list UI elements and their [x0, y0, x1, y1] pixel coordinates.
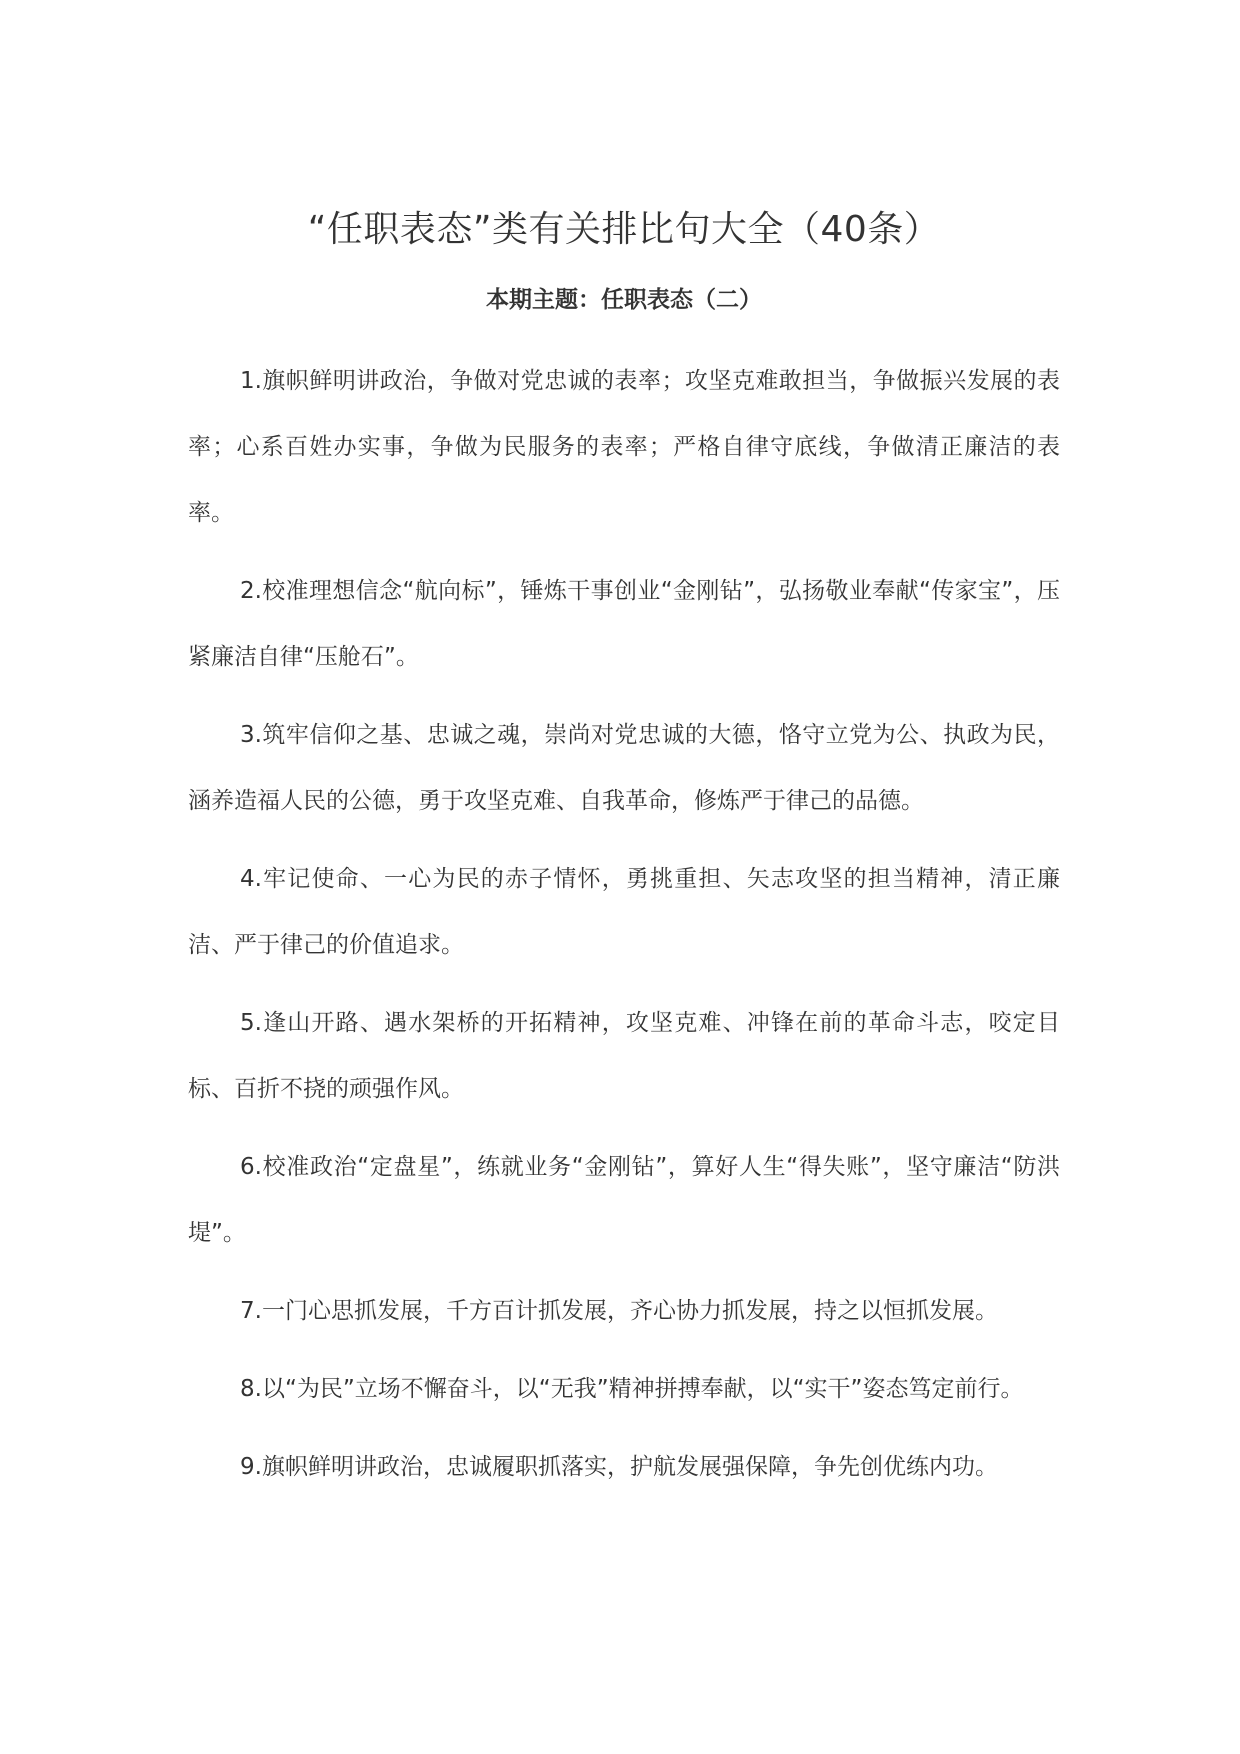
- document-page: [188, 0, 1060, 1512]
- list-item-6: 6.校准政治“定盘星”，练就业务“金刚钻”，算好人生“得失账”，坚守廉洁“防洪堤”。: [188, 1154, 1060, 1246]
- list-item-7: 7.一门心思抓发展，千方百计抓发展，齐心协力抓发展，持之以恒抓发展。: [240, 1298, 998, 1324]
- list-item-1: 1.旗帜鲜明讲政治，争做对党忠诚的表率；攻坚克难敢担当，争做振兴发展的表率；心系百姓办实事，争做为民服务的表率；严格自律守底线，争做清正廉洁的表率。: [188, 368, 1060, 526]
- list-item-3: 3.筑牢信仰之基、忠诚之魂，崇尚对党忠诚的大德，恪守立党为公、执政为民，涵养造福人民的公德，勇于攻坚克难、自我革命，修炼严于律己的品德。: [188, 722, 1060, 814]
- list-item-5: 5.逢山开路、遇水架桥的开拓精神，攻坚克难、冲锋在前的革命斗志，咬定目标、百折不挠的顽强作风。: [188, 1010, 1060, 1102]
- document-title: “任职表态”类有关排比句大全（40条）: [307, 209, 941, 250]
- item-list: [188, 348, 1060, 1500]
- list-item-8: 8.以“为民”立场不懈奋斗，以“无我”精神拼搏奉献，以“实干”姿态笃定前行。: [240, 1376, 1024, 1402]
- list-item-2: 2.校准理想信念“航向标”，锤炼干事创业“金刚钻”，弘扬敬业奉献“传家宝”，压紧廉洁自律“压舱石”。: [188, 578, 1060, 670]
- list-item-4: 4.牢记使命、一心为民的赤子情怀，勇挑重担、矢志攻坚的担当精神，清正廉洁、严于律己的价值追求。: [188, 866, 1060, 958]
- document-subtitle: 本期主题：任职表态（二）: [486, 287, 762, 313]
- list-item-9: 9.旗帜鲜明讲政治，忠诚履职抓落实，护航发展强保障，争先创优练内功。: [240, 1454, 998, 1480]
